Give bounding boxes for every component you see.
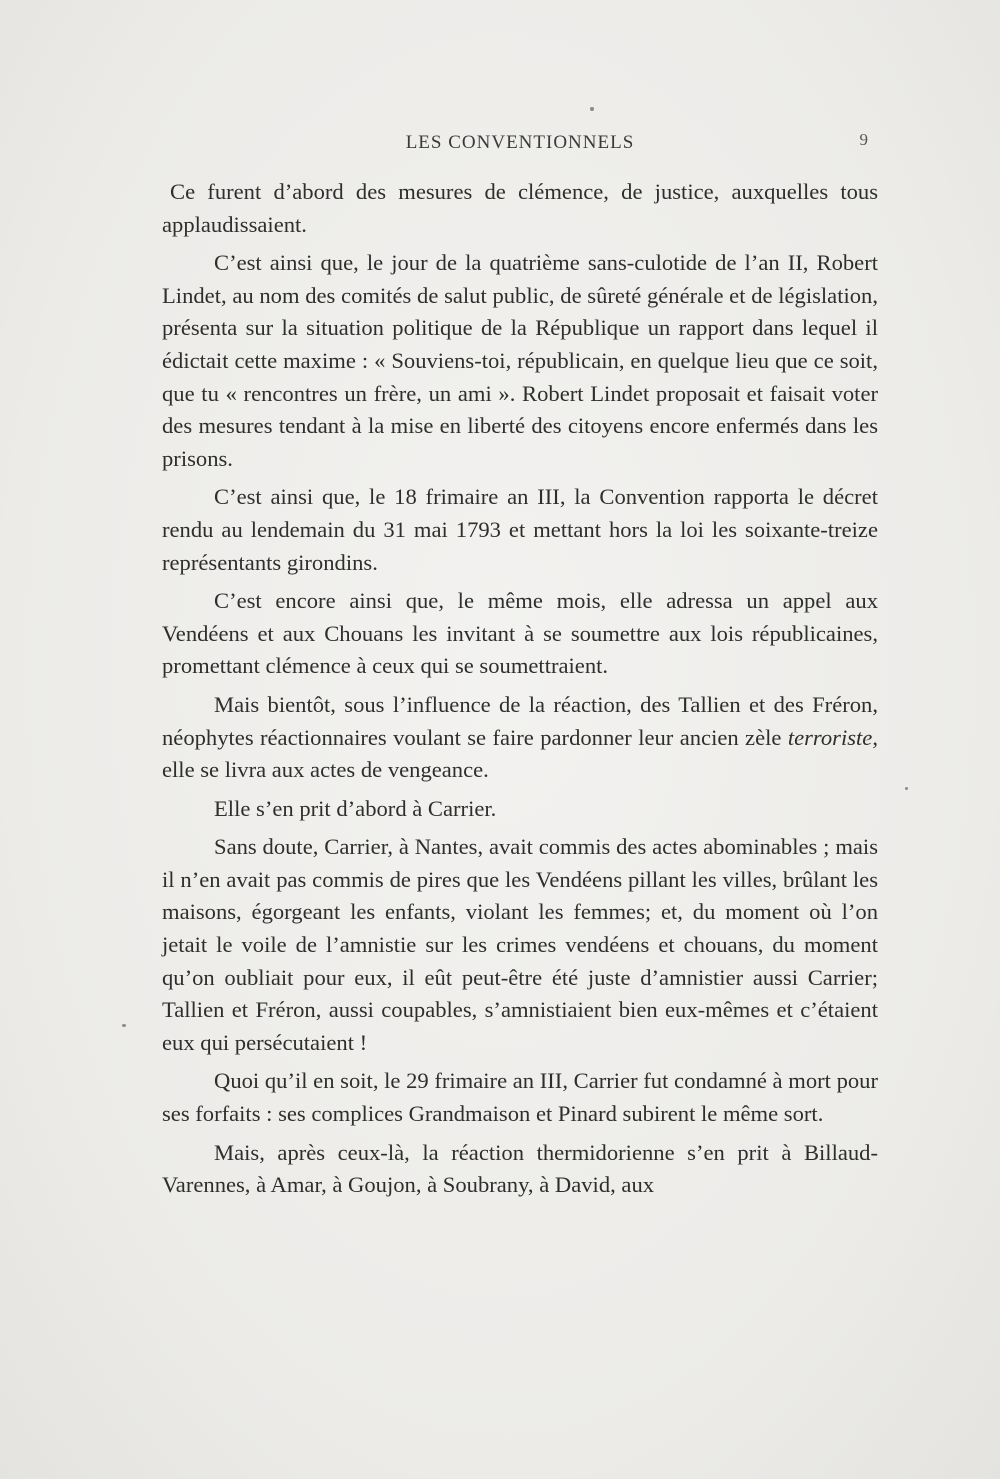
paragraph-text: Mais bientôt, sous l’influence de la réaction, des Tallien et des Fréron, néophytes réactionnaires voulant se faire pardonner leur ancien zèle — [162, 691, 878, 750]
running-header — [160, 132, 880, 162]
paragraph-text: , elle se livra aux actes de vengeance. — [162, 724, 878, 783]
page-number: 9 — [859, 130, 868, 149]
paragraph: C’est ainsi que, le jour de la quatrième sans-culotide de l’an II, Robert Lindet, au nom des comités de salut public, de sûreté générale et de législation, présenta sur la situation politique de la République un rapport dans lequel il édictait cette maxime : « Souviens-toi, républicain, en quelque lieu que ce soit, que tu « rencontres un frère, un ami ». Robert Lindet proposait et faisait voter des mesures tendant à la mise en liberté des citoyens encore enfermés dans les prisons. — [162, 250, 878, 471]
paragraph: C’est ainsi que, le 18 frimaire an III, la Convention rapporta le décret rendu au lendemain du 31 mai 1793 et mettant hors la loi les soixante-treize représentants girondins. — [162, 484, 878, 575]
paragraph: Ce furent d’abord des mesures de clémence, de justice, auxquelles tous applaudissaient. — [162, 179, 878, 237]
ink-speck — [905, 787, 908, 790]
body-text — [162, 176, 878, 1208]
paragraph — [162, 689, 878, 787]
ink-speck — [590, 107, 594, 111]
ink-speck — [122, 1024, 126, 1027]
paragraph: Sans doute, Carrier, à Nantes, avait commis des actes abominables ; mais il n’en avait pas commis de pires que les Vendéens pillant les villes, brûlant les maisons, égorgeant les enfants, violant les femmes; et, du moment où l’on jetait le voile de l’amnistie sur les crimes vendéens et chouans, du moment qu’on oubliait pour eux, il eût peut-être été juste d’amnistier aussi Carrier; Tallien et Fréron, aussi coupables, s’amnistiaient bien eux-mêmes et c’étaient eux qui persécutaient ! — [162, 834, 878, 1055]
paragraph: C’est encore ainsi que, le même mois, elle adressa un appel aux Vendéens et aux Chouans les invitant à se soumettre aux lois républicaines, promettant clémence à ceux qui se soumettraient. — [162, 588, 878, 679]
italic-word: terroriste — [787, 724, 873, 750]
paragraph: Quoi qu’il en soit, le 29 frimaire an III, Carrier fut condamné à mort pour ses forfaits : ses complices Grandmaison et Pinard subirent le même sort. — [162, 1068, 878, 1127]
paragraph: Mais, après ceux-là, la réaction thermidorienne s’en prit à Billaud-Varennes, à Amar, à Goujon, à Soubrany, à David, aux — [162, 1139, 878, 1198]
paragraph: Elle s’en prit d’abord à Carrier. — [214, 795, 497, 821]
running-title: LES CONVENTIONNELS — [405, 132, 635, 153]
